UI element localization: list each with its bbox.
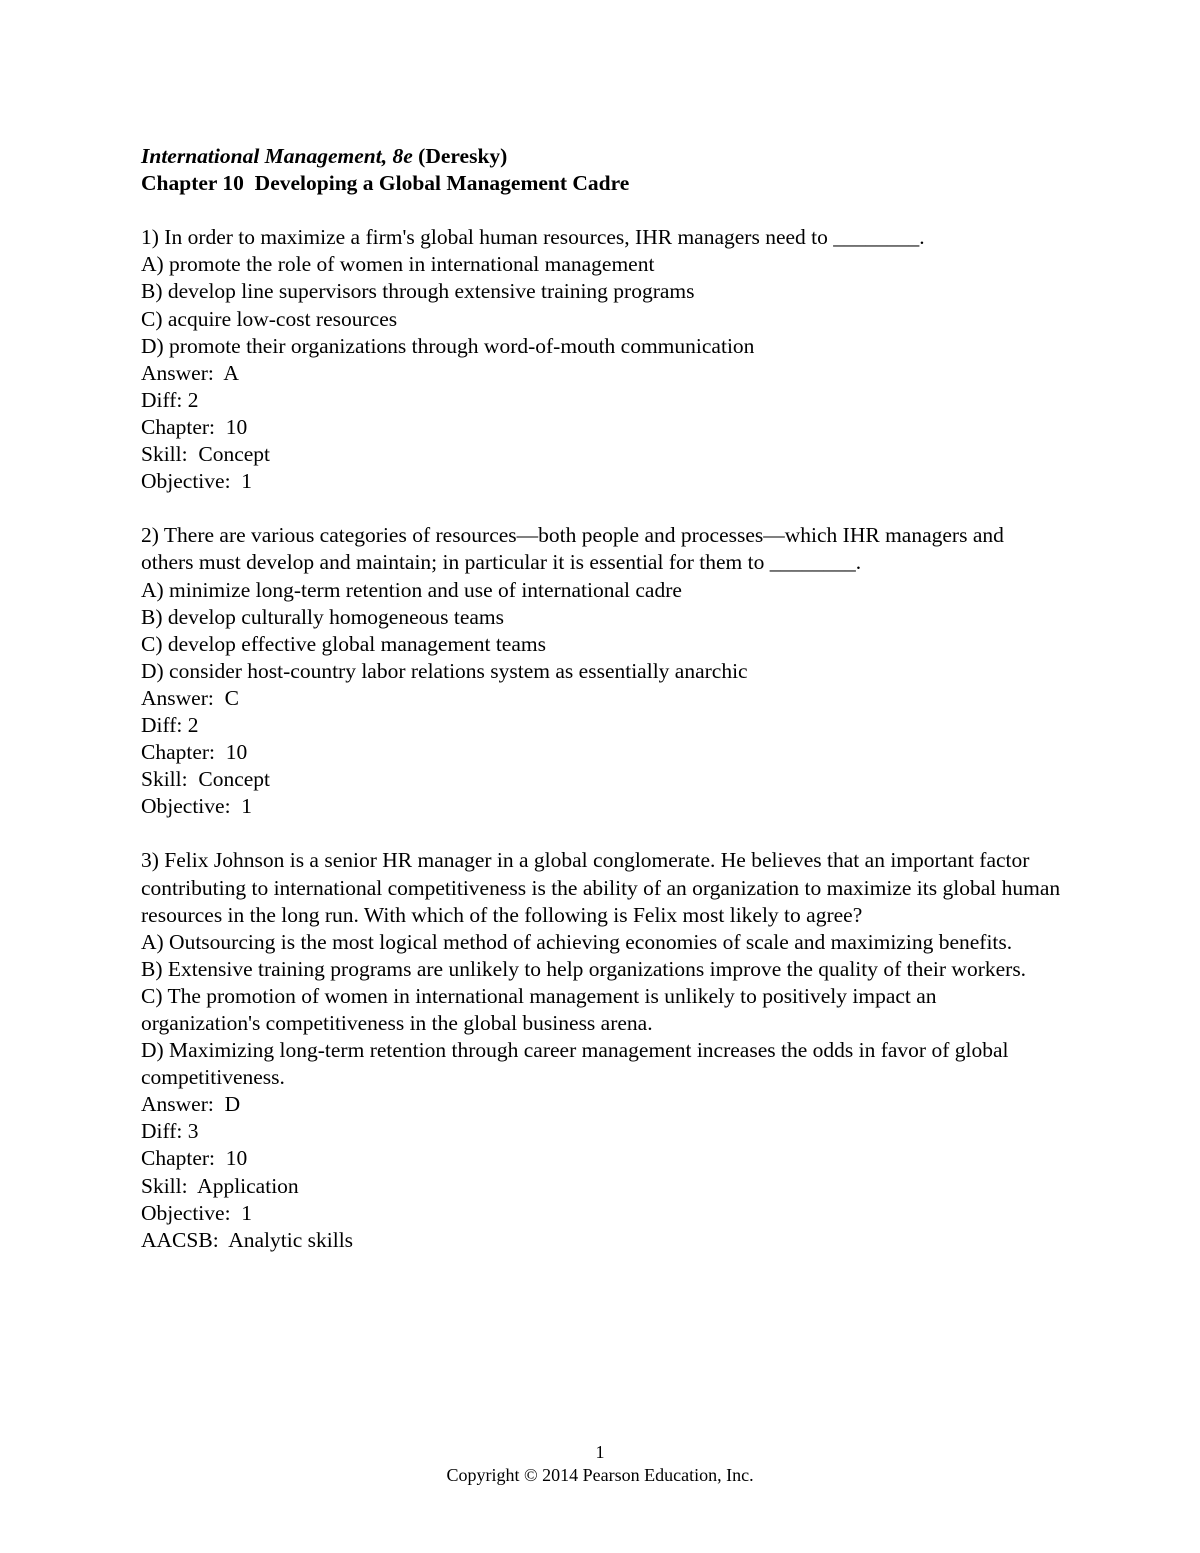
answer-option: D) promote their organizations through word-of-mouth communication: [141, 333, 755, 358]
question-aacsb: AACSB: Analytic skills: [141, 1227, 354, 1252]
answer-option: B) Extensive training programs are unlikely to help organizations improve the quality of their workers.: [141, 956, 1027, 981]
answer-option: B) develop line supervisors through extensive training programs: [141, 279, 695, 304]
answer-option: A) Outsourcing is the most logical method of achieving economies of scale and maximizing benefits.: [141, 929, 1013, 954]
question-answer: Answer: C: [141, 685, 239, 710]
page-number: 1: [595, 1442, 605, 1462]
question-objective: Objective: 1: [141, 469, 253, 494]
answer-option: B) develop culturally homogeneous teams: [141, 604, 505, 629]
question-stem: 3) Felix Johnson is a senior HR manager in a global conglomerate. He believes that an important factor contributing to international competitiveness is the ability of an organization to maximize its global human resources in the long run. With which of the following is Felix most likely to agree?: [141, 848, 1066, 927]
question-skill: Skill: Concept: [141, 767, 270, 792]
answer-option: A) promote the role of women in international management: [141, 252, 655, 277]
document-body: [141, 143, 1066, 1254]
question-chapter: Chapter: 10: [141, 414, 248, 439]
answer-option: C) develop effective global management teams: [141, 631, 546, 656]
question-chapter: Chapter: 10: [141, 740, 248, 765]
book-title: International Management, 8e: [141, 144, 413, 168]
question-3: [141, 847, 1066, 1253]
answer-option: C) The promotion of women in international management is unlikely to positively impact an organization's competitiveness in the global business arena.: [141, 983, 942, 1035]
question-answer: Answer: D: [141, 1092, 241, 1117]
book-title-line: [141, 143, 1061, 170]
question-difficulty: Diff: 2: [141, 712, 199, 737]
answer-option: D) consider host-country labor relations system as essentially anarchic: [141, 658, 748, 683]
question-stem: 2) There are various categories of resources—both people and processes—which IHR managers and others must develop and maintain; in particular it is essential for them to ________.: [141, 523, 1010, 575]
question-objective: Objective: 1: [141, 794, 253, 819]
copyright-notice: Copyright © 2014 Pearson Education, Inc.: [446, 1465, 754, 1485]
question-skill: Skill: Application: [141, 1173, 299, 1198]
answer-option: C) acquire low-cost resources: [141, 306, 398, 331]
answer-option: A) minimize long-term retention and use of international cadre: [141, 577, 682, 602]
question-1: [141, 224, 1061, 495]
question-objective: Objective: 1: [141, 1200, 253, 1225]
question-difficulty: Diff: 2: [141, 387, 199, 412]
question-answer: Answer: A: [141, 360, 239, 385]
question-difficulty: Diff: 3: [141, 1119, 199, 1144]
answer-option: D) Maximizing long-term retention through career management increases the odds in favor of global competitiveness.: [141, 1038, 1014, 1090]
question-stem: 1) In order to maximize a firm's global human resources, IHR managers need to ________.: [141, 225, 925, 250]
book-author: (Deresky): [412, 144, 508, 168]
question-chapter: Chapter: 10: [141, 1146, 248, 1171]
chapter-title: Chapter 10 Developing a Global Management Cadre: [141, 171, 630, 196]
question-skill: Skill: Concept: [141, 442, 270, 467]
question-2: [141, 522, 1061, 820]
